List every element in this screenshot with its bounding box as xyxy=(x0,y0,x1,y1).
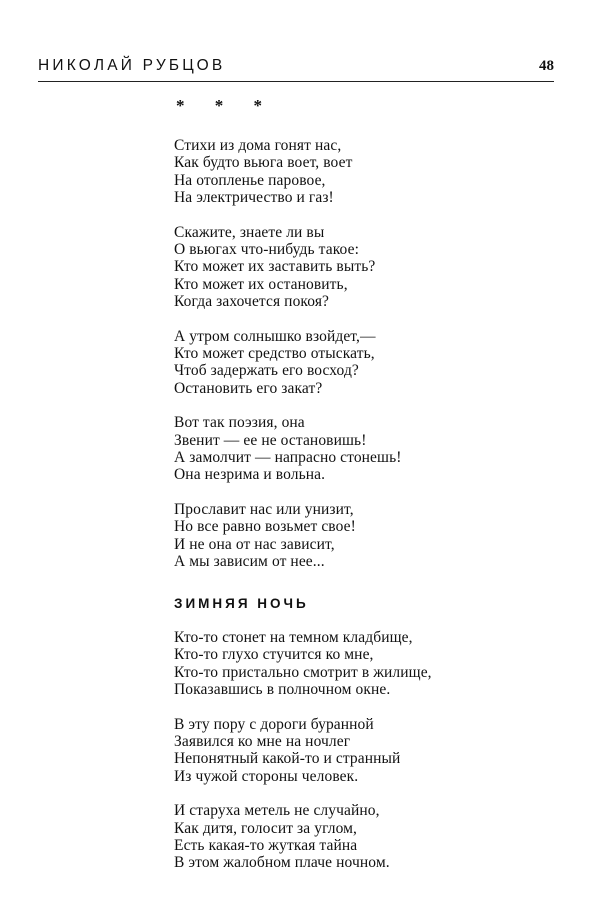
verse-line: Кто может средство отыскать, xyxy=(174,344,375,362)
verse-line: Когда захочется покоя? xyxy=(174,292,330,310)
verse-line: В эту пору с дороги буранной xyxy=(174,715,374,733)
stanza xyxy=(174,629,474,698)
verse-line: Кто может их заставить выть? xyxy=(174,258,376,276)
verse-line: А утром солнышко взойдет,— xyxy=(174,327,376,345)
verse-line: Показавшись в полночном окне. xyxy=(174,680,391,698)
verse-line: На отопленье паровое, xyxy=(174,171,326,189)
verse-line: Стихи из дома гонят нас, xyxy=(174,137,342,154)
verse-line: И старуха метель не случайно, xyxy=(174,802,380,820)
poem-untitled xyxy=(174,96,474,570)
verse-line: Чтоб задержать его восход? xyxy=(174,362,359,380)
stanza xyxy=(174,224,474,310)
stanza xyxy=(174,802,474,871)
running-head-author: НИКОЛАЙ РУБЦОВ xyxy=(38,57,226,74)
verse-line: О вьюгах что-нибудь такое: xyxy=(174,240,359,258)
verse-line: Из чужой стороны человек. xyxy=(174,767,359,785)
page-number: 48 xyxy=(539,58,554,74)
verse-line: Она незрима и вольна. xyxy=(174,466,326,484)
poem-title: ЗИМНЯЯ НОЧЬ xyxy=(174,596,309,611)
verse-line: И не она от нас зависит, xyxy=(174,535,335,553)
stanza xyxy=(174,716,474,785)
verse-line: Кто может их остановить, xyxy=(174,275,348,293)
verse-line: Есть какая-то жуткая тайна xyxy=(174,836,358,854)
stanza xyxy=(174,137,474,206)
verse-line: Но все равно возьмет свое! xyxy=(174,518,356,536)
verse-line: А мы зависим от нее... xyxy=(174,552,325,570)
verse-line: Как будто вьюга воет, воет xyxy=(174,154,353,172)
header-divider xyxy=(38,81,554,82)
verse-line: Вот так поэзия, она xyxy=(174,414,305,432)
poem-winter-night xyxy=(174,594,474,872)
stanza xyxy=(174,501,474,570)
verse-line: Кто-то пристально смотрит в жилище, xyxy=(174,663,432,681)
running-head xyxy=(38,56,554,80)
verse-line: На электричество и газ! xyxy=(174,188,334,206)
verse-line: Заявился ко мне на ночлег xyxy=(174,732,351,750)
stanza xyxy=(174,328,474,397)
verse-line: Кто-то стонет на темном кладбище, xyxy=(174,629,413,646)
verse-line: Звенит — ее не остановишь! xyxy=(174,431,367,449)
verse-line: Скажите, знаете ли вы xyxy=(174,223,325,241)
verse-line: Кто-то глухо стучится ко мне, xyxy=(174,646,374,664)
verse-line: Как дитя, голосит за углом, xyxy=(174,819,358,837)
verse-line: Непонятный какой-то и странный xyxy=(174,750,401,768)
verse-line: В этом жалобном плаче ночном. xyxy=(174,854,390,872)
poem-asterism-heading: * * * xyxy=(176,96,275,115)
verse-line: Остановить его закат? xyxy=(174,379,323,397)
verse-line: А замолчит — напрасно стонешь! xyxy=(174,448,402,466)
stanza xyxy=(174,414,474,483)
verse-line: Прославит нас или унизит, xyxy=(174,501,354,519)
